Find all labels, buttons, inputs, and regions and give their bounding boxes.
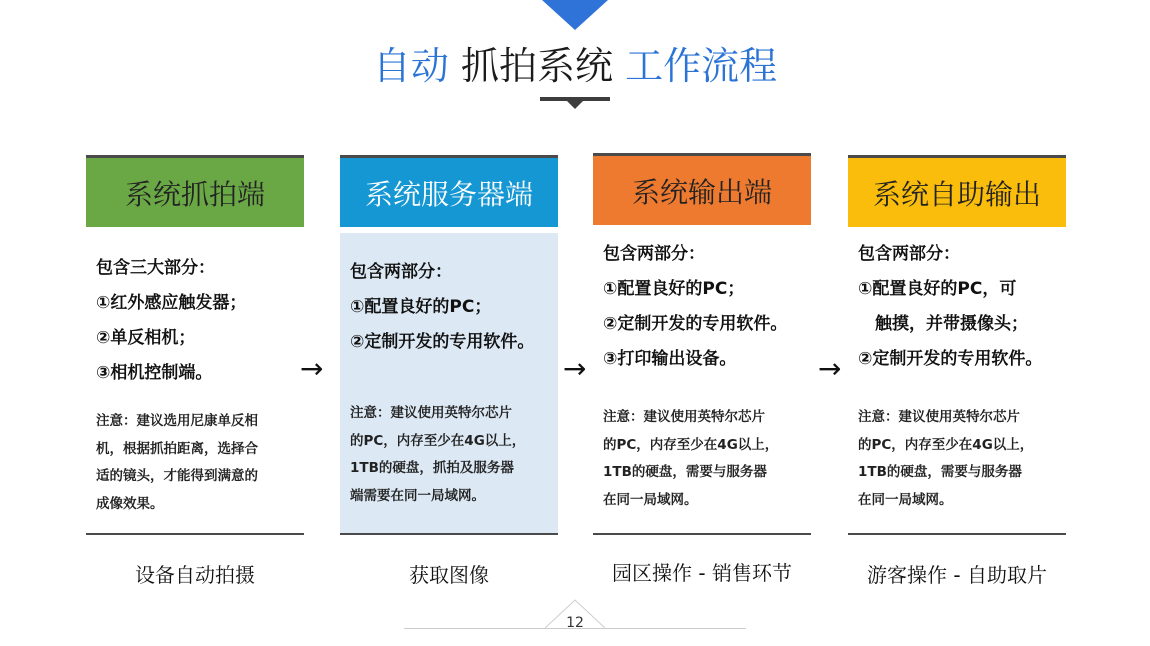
line-item: 触摸，并带摄像头； bbox=[858, 314, 1028, 334]
line-item: ③打印输出设备。 bbox=[603, 349, 737, 369]
column-header-server: 系统服务器端 bbox=[340, 155, 558, 227]
line-item: ①红外感应触发器； bbox=[96, 293, 247, 313]
column-header-output: 系统输出端 bbox=[593, 153, 811, 225]
column-note: 注意：建议选用尼康单反相 机，根据抓拍距离，选择合 适的镜头，才能得到满意的 成像效果。 bbox=[96, 413, 258, 512]
column-body-self-service bbox=[848, 237, 1066, 514]
column-footer-capture: 设备自动拍摄 bbox=[135, 563, 255, 587]
line-item: 包含三大部分： bbox=[96, 258, 215, 278]
line-item: ①配置良好的PC，可 bbox=[858, 279, 1017, 299]
column-note: 注意：建议使用英特尔芯片 的PC，内存至少在4G以上， 1TB的硬盘，抓拍及服务器 端需要在同一局域网。 bbox=[350, 405, 526, 504]
arrow-right-icon: → bbox=[563, 352, 587, 385]
line-item: ①配置良好的PC； bbox=[350, 297, 492, 317]
column-footer-output: 园区操作 - 销售环节 bbox=[612, 561, 792, 585]
column-body-output bbox=[593, 237, 811, 514]
column-divider bbox=[593, 533, 811, 535]
column-divider bbox=[86, 533, 304, 535]
column-body-capture bbox=[86, 251, 304, 518]
page-number: 12 bbox=[566, 615, 584, 631]
column-note: 注意：建议使用英特尔芯片 的PC，内存至少在4G以上， 1TB的硬盘，需要与服务器 在同一局域网。 bbox=[858, 409, 1034, 508]
arrow-right-icon: → bbox=[818, 352, 842, 385]
column-note: 注意：建议使用英特尔芯片 的PC，内存至少在4G以上， 1TB的硬盘，需要与服务器 在同一局域网。 bbox=[603, 409, 779, 508]
line-item: ②单反相机； bbox=[96, 328, 196, 348]
top-triangle-decoration bbox=[542, 0, 608, 30]
column-lines bbox=[350, 255, 548, 360]
page-title bbox=[0, 42, 1150, 90]
line-item: ②定制开发的专用软件。 bbox=[350, 332, 535, 352]
column-lines bbox=[603, 237, 801, 377]
title-underline-pointer bbox=[567, 101, 583, 109]
title-part-system: 抓拍系统 bbox=[448, 44, 626, 88]
column-lines bbox=[858, 237, 1056, 377]
column-lines bbox=[96, 251, 294, 391]
line-item: 包含两部分： bbox=[603, 244, 705, 264]
column-footer-server: 获取图像 bbox=[409, 563, 489, 587]
title-part-workflow: 工作流程 bbox=[625, 44, 778, 88]
column-body-server bbox=[340, 255, 558, 510]
line-item: ②定制开发的专用软件。 bbox=[858, 349, 1043, 369]
line-item: 包含两部分： bbox=[858, 244, 960, 264]
column-divider bbox=[848, 533, 1066, 535]
line-item: ①配置良好的PC； bbox=[603, 279, 745, 299]
line-item: ③相机控制端。 bbox=[96, 363, 213, 383]
title-part-auto: 自动 bbox=[372, 44, 449, 88]
line-item: 包含两部分： bbox=[350, 262, 452, 282]
column-header-capture: 系统抓拍端 bbox=[86, 155, 304, 227]
line-item: ②定制开发的专用软件。 bbox=[603, 314, 788, 334]
column-divider bbox=[340, 533, 558, 535]
arrow-right-icon: → bbox=[300, 352, 324, 385]
column-footer-self-service: 游客操作 - 自助取片 bbox=[867, 563, 1047, 587]
column-header-self-service: 系统自助输出 bbox=[848, 155, 1066, 227]
